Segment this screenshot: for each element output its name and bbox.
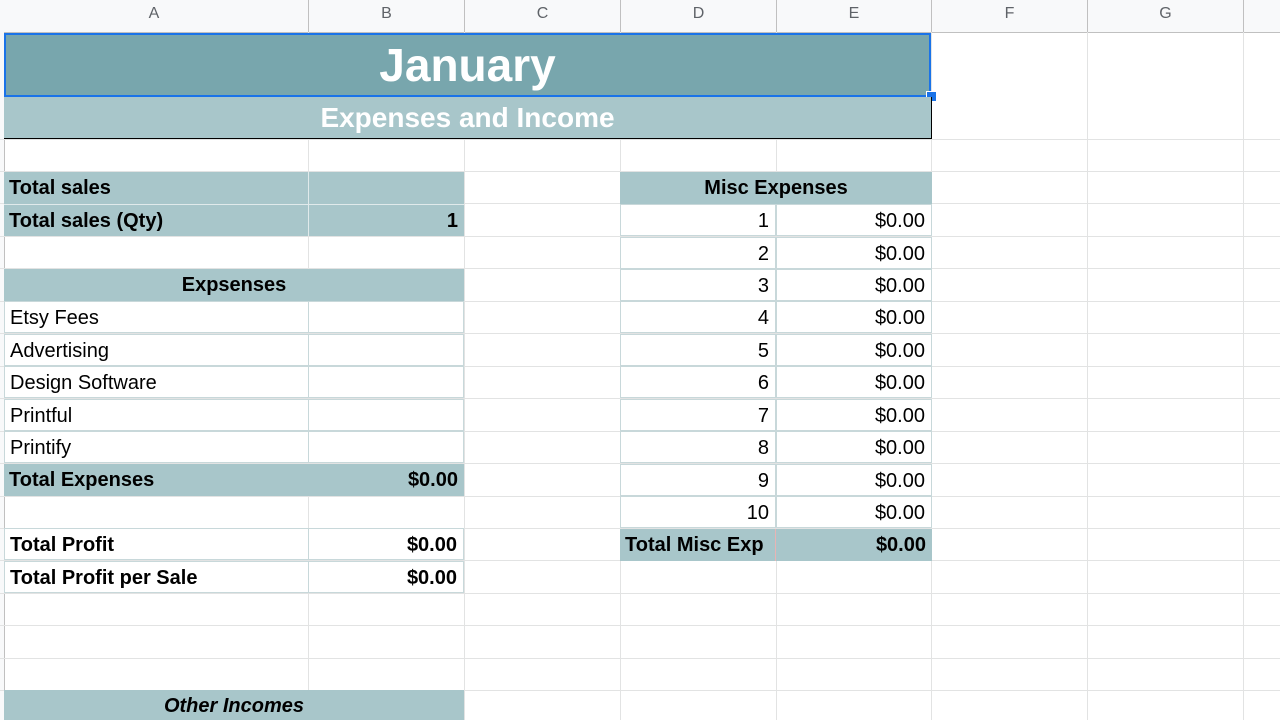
- expense-item-label[interactable]: Design Software: [4, 366, 309, 398]
- misc-row-number[interactable]: 10: [620, 496, 776, 528]
- column-header-e[interactable]: E: [777, 0, 932, 32]
- total-sales-value[interactable]: [309, 172, 464, 204]
- total-profit-per-sale-value[interactable]: $0.00: [308, 561, 464, 593]
- column-header-g[interactable]: G: [1088, 0, 1244, 32]
- expense-item-label[interactable]: Printify: [4, 431, 309, 463]
- expense-item-value[interactable]: [308, 334, 464, 366]
- expense-item-value[interactable]: [308, 399, 464, 431]
- expense-item-label[interactable]: Etsy Fees: [4, 301, 309, 333]
- misc-row-amount[interactable]: $0.00: [776, 399, 932, 431]
- misc-row-amount[interactable]: $0.00: [776, 269, 932, 301]
- misc-row-number[interactable]: 4: [620, 301, 776, 333]
- misc-row-number[interactable]: 8: [620, 431, 776, 463]
- misc-expenses-header[interactable]: Misc Expenses: [620, 172, 932, 204]
- sheet-title-cell[interactable]: January: [4, 33, 931, 97]
- total-sales-qty-value[interactable]: 1: [309, 204, 464, 236]
- total-expenses-value[interactable]: $0.00: [309, 464, 464, 496]
- misc-row-amount[interactable]: $0.00: [776, 366, 932, 398]
- total-profit-label[interactable]: Total Profit: [4, 528, 309, 560]
- misc-row-amount[interactable]: $0.00: [776, 496, 932, 528]
- misc-row-amount[interactable]: $0.00: [776, 237, 932, 269]
- column-header-a[interactable]: A: [0, 0, 309, 32]
- misc-row-number[interactable]: 7: [620, 399, 776, 431]
- total-sales-label[interactable]: Total sales: [4, 172, 309, 204]
- selection-border: [4, 33, 931, 97]
- total-profit-value[interactable]: $0.00: [308, 528, 464, 560]
- column-header-c[interactable]: C: [465, 0, 621, 32]
- misc-row-amount[interactable]: $0.00: [776, 204, 932, 236]
- misc-row-number[interactable]: 3: [620, 269, 776, 301]
- misc-row-amount[interactable]: $0.00: [776, 431, 932, 463]
- column-header-f[interactable]: F: [932, 0, 1088, 32]
- expense-item-value[interactable]: [308, 366, 464, 398]
- misc-row-amount[interactable]: $0.00: [776, 301, 932, 333]
- total-misc-exp-value[interactable]: $0.00: [776, 529, 932, 561]
- expense-item-value[interactable]: [308, 301, 464, 333]
- misc-row-amount[interactable]: $0.00: [776, 334, 932, 366]
- misc-row-number[interactable]: 9: [620, 464, 776, 496]
- column-header-b[interactable]: B: [309, 0, 465, 32]
- total-profit-per-sale-label[interactable]: Total Profit per Sale: [4, 561, 309, 593]
- misc-row-number[interactable]: 2: [620, 237, 776, 269]
- expense-item-label[interactable]: Printful: [4, 399, 309, 431]
- column-header-d[interactable]: D: [621, 0, 777, 32]
- expense-item-value[interactable]: [308, 431, 464, 463]
- expenses-header[interactable]: Expsenses: [4, 269, 464, 301]
- misc-row-number[interactable]: 1: [620, 204, 776, 236]
- expense-item-label[interactable]: Advertising: [4, 334, 309, 366]
- misc-row-number[interactable]: 6: [620, 366, 776, 398]
- other-incomes-header[interactable]: Other Incomes: [4, 690, 464, 720]
- total-sales-qty-label[interactable]: Total sales (Qty): [4, 204, 309, 236]
- total-expenses-label[interactable]: Total Expenses: [4, 464, 309, 496]
- misc-row-number[interactable]: 5: [620, 334, 776, 366]
- sheet-subtitle-cell[interactable]: Expenses and Income: [4, 97, 932, 139]
- misc-row-amount[interactable]: $0.00: [776, 464, 932, 496]
- column-header-row: [0, 0, 1280, 33]
- total-misc-exp-label[interactable]: Total Misc Exp: [620, 529, 776, 561]
